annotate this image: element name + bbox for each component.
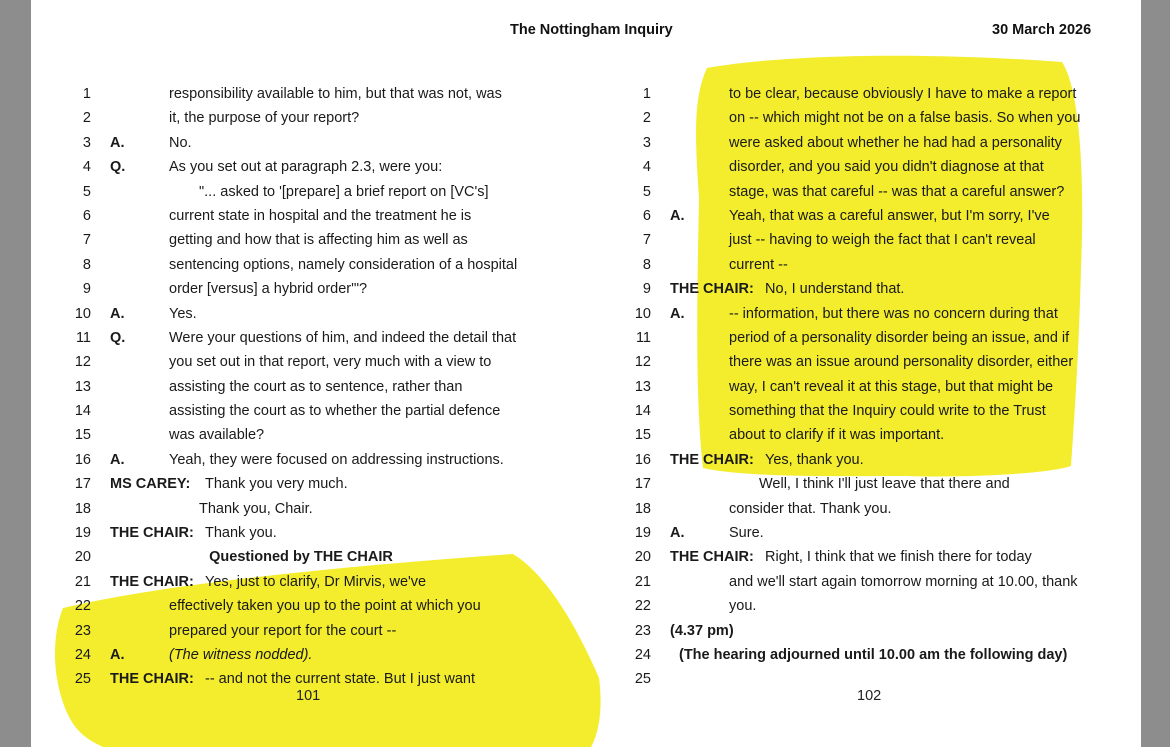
line-text: there was an issue around personality disorder, either [729, 354, 1074, 371]
speaker-label: MS CAREY: [110, 476, 191, 493]
line-text: it, the purpose of your report? [169, 110, 360, 127]
speaker-label: Q. [110, 329, 126, 346]
line-text: just -- having to weigh the fact that I can't reveal [729, 232, 1036, 249]
line-text: current -- [729, 256, 788, 273]
line-text: Thank you. [205, 525, 277, 542]
line-text: Yes, thank you. [765, 451, 864, 468]
speaker-label: A. [110, 451, 125, 468]
line-number: 22 [74, 598, 91, 615]
line-text: you set out in that report, very much with a view to [169, 354, 492, 371]
line-number: 25 [634, 671, 651, 688]
line-text: Yes. [169, 305, 197, 322]
line-text: (The witness nodded). [169, 646, 313, 663]
transcript-line [591, 133, 1131, 157]
line-number: 19 [74, 525, 91, 542]
line-text: and we'll start again tomorrow morning at 10.00, thank [729, 573, 1078, 590]
line-text: -- and not the current state. But I just want [205, 671, 475, 688]
transcript-line [591, 206, 1131, 230]
speaker-label: THE CHAIR: [670, 281, 754, 298]
line-text: Well, I think I'll just leave that there and [759, 476, 1010, 493]
transcript-line [591, 547, 1131, 571]
line-text: stage, was that careful -- was that a careful answer? [729, 183, 1065, 200]
transcript-line [591, 84, 1131, 108]
transcript-line [31, 328, 571, 352]
line-text: was available? [169, 427, 265, 444]
line-text: disorder, and you said you didn't diagnose at that [729, 159, 1044, 176]
speaker-label: A. [670, 525, 685, 542]
line-number: 22 [634, 598, 651, 615]
line-text: assisting the court as to whether the partial defence [169, 403, 501, 420]
line-number: 15 [634, 427, 651, 444]
speaker-label: THE CHAIR: [110, 525, 194, 542]
speaker-label: THE CHAIR: [670, 549, 754, 566]
speaker-label: THE CHAIR: [670, 451, 754, 468]
transcript-line [31, 401, 571, 425]
line-number: 19 [634, 525, 651, 542]
line-text: Thank you, Chair. [199, 500, 313, 517]
line-text: way, I can't reveal it at this stage, but that might be [729, 378, 1054, 395]
line-text: period of a personality disorder being an issue, and if [729, 329, 1070, 346]
line-text: As you set out at paragraph 2.3, were you: [169, 159, 443, 176]
transcript-line [591, 182, 1131, 206]
transcript-line [31, 474, 571, 498]
speaker-label: THE CHAIR: [110, 573, 194, 590]
speaker-label: A. [110, 646, 125, 663]
line-number: 8 [642, 256, 651, 273]
line-text: responsibility available to him, but that was not, was [169, 86, 502, 102]
transcript-line [591, 255, 1131, 279]
line-number: 12 [634, 354, 651, 371]
line-number: 10 [74, 305, 91, 322]
line-text: Thank you very much. [205, 476, 348, 493]
line-number: 14 [74, 403, 91, 420]
transcript-line [591, 596, 1131, 620]
line-number: 13 [74, 378, 91, 395]
line-text: assisting the court as to sentence, rather than [169, 378, 463, 395]
line-number: 11 [75, 329, 91, 346]
transcript-line [591, 645, 1131, 669]
line-number: 23 [634, 622, 651, 639]
speaker-label: A. [110, 134, 125, 151]
line-number: 16 [74, 451, 91, 468]
line-number: 24 [634, 646, 651, 663]
transcript-line [31, 133, 571, 157]
transcript-line [591, 401, 1131, 425]
line-text: No. [169, 134, 192, 151]
line-text: Were your questions of him, and indeed the detail that [169, 329, 517, 346]
transcript-line [31, 596, 571, 620]
line-text: No, I understand that. [765, 281, 905, 298]
transcript-line [31, 255, 571, 279]
transcript-line [31, 84, 571, 108]
transcript-line [591, 304, 1131, 328]
line-number: 7 [82, 232, 91, 249]
transcript-line [31, 572, 571, 596]
transcript-line [591, 230, 1131, 254]
section-heading: Questioned by THE CHAIR [209, 549, 393, 566]
line-text: Yeah, that was a careful answer, but I'm sorry, I've [729, 207, 1050, 224]
line-text: something that the Inquiry could write to the Trust [729, 403, 1046, 420]
transcript-line [31, 499, 571, 523]
transcript-line [31, 547, 571, 571]
line-number: 3 [642, 134, 651, 151]
line-number: 9 [642, 281, 651, 298]
transcript-line [31, 425, 571, 449]
line-text: -- information, but there was no concern during that [729, 305, 1058, 322]
line-number: 2 [642, 110, 651, 127]
transcript-line [591, 450, 1131, 474]
line-text: Yes, just to clarify, Dr Mirvis, we've [205, 573, 427, 590]
line-number: 21 [634, 573, 651, 590]
transcript-line [591, 328, 1131, 352]
line-text: Sure. [729, 525, 764, 542]
transcript-line [31, 157, 571, 181]
transcript-line [31, 352, 571, 376]
line-text: order [versus] a hybrid order'"? [169, 281, 368, 298]
line-number: 5 [642, 183, 651, 200]
line-number: 20 [634, 549, 651, 566]
line-number: 5 [82, 183, 91, 200]
transcript-line [31, 304, 571, 328]
document-date: 30 March 2026 [992, 22, 1092, 38]
transcript-line [591, 352, 1131, 376]
line-number: 18 [634, 500, 651, 517]
speaker-label: THE CHAIR: [110, 671, 194, 688]
line-number: 7 [642, 232, 651, 249]
line-number: 12 [74, 354, 91, 371]
line-number: 23 [74, 622, 91, 639]
line-text: to be clear, because obviously I have to make a report [729, 86, 1077, 102]
transcript-line [591, 621, 1131, 645]
line-number: 18 [74, 500, 91, 517]
line-text: on -- which might not be on a false basis. So when you [729, 110, 1081, 127]
line-text: effectively taken you up to the point at which you [169, 598, 481, 615]
line-number: 1 [82, 86, 91, 102]
line-number: 16 [634, 451, 651, 468]
transcript-line [591, 279, 1131, 303]
line-number: 2 [82, 110, 91, 127]
line-number: 1 [642, 86, 651, 102]
speaker-label: A. [670, 305, 685, 322]
transcript-line [31, 377, 571, 401]
line-text: you. [729, 598, 757, 615]
transcript-line [31, 108, 571, 132]
transcript-line [31, 206, 571, 230]
left-page-transcript [31, 84, 571, 694]
line-number: 14 [634, 403, 651, 420]
transcript-line [31, 279, 571, 303]
transcript-line [31, 450, 571, 474]
transcript-line [591, 572, 1131, 596]
time-stamp: (4.37 pm) [670, 622, 734, 639]
transcript-line [591, 523, 1131, 547]
adjournment-note: (The hearing adjourned until 10.00 am the following day) [679, 646, 1068, 663]
line-number: 17 [74, 476, 91, 493]
transcript-line [591, 425, 1131, 449]
transcript-page [31, 0, 1141, 747]
line-number: 21 [74, 573, 91, 590]
transcript-line [31, 645, 571, 669]
speaker-label: A. [110, 305, 125, 322]
line-text: were asked about whether he had had a personality [729, 134, 1062, 151]
line-text: Right, I think that we finish there for today [765, 549, 1032, 566]
document-title: The Nottingham Inquiry [510, 22, 673, 38]
line-text: prepared your report for the court -- [169, 622, 397, 639]
line-number: 4 [642, 159, 651, 176]
line-number: 4 [82, 159, 91, 176]
line-number: 10 [634, 305, 651, 322]
speaker-label: A. [670, 207, 685, 224]
line-number: 6 [82, 207, 91, 224]
transcript-line [31, 523, 571, 547]
page-number-left: 101 [296, 688, 321, 704]
page-number-right: 102 [857, 688, 882, 704]
line-number: 20 [74, 549, 91, 566]
transcript-line [31, 621, 571, 645]
transcript-line [31, 230, 571, 254]
line-text: current state in hospital and the treatment he is [169, 207, 472, 224]
line-number: 9 [82, 281, 91, 298]
transcript-line [591, 108, 1131, 132]
line-number: 15 [74, 427, 91, 444]
line-number: 25 [74, 671, 91, 688]
line-text: getting and how that is affecting him as well as [169, 232, 468, 249]
speaker-label: Q. [110, 159, 126, 176]
transcript-line [591, 499, 1131, 523]
line-number: 8 [82, 256, 91, 273]
transcript-line [591, 377, 1131, 401]
line-number: 24 [74, 646, 91, 663]
line-text: about to clarify if it was important. [729, 427, 945, 444]
transcript-line [591, 157, 1131, 181]
line-text: sentencing options, namely consideration of a hospital [169, 256, 518, 273]
line-number: 17 [634, 476, 651, 493]
transcript-line [31, 182, 571, 206]
line-number: 13 [634, 378, 651, 395]
line-number: 6 [642, 207, 651, 224]
line-number: 3 [82, 134, 91, 151]
line-text: consider that. Thank you. [729, 500, 892, 517]
line-text: Yeah, they were focused on addressing instructions. [169, 451, 504, 468]
line-text: "... asked to '[prepare] a brief report on [VC's] [199, 183, 489, 200]
transcript-line [591, 474, 1131, 498]
right-page-transcript [591, 84, 1131, 694]
line-number: 11 [635, 329, 651, 346]
